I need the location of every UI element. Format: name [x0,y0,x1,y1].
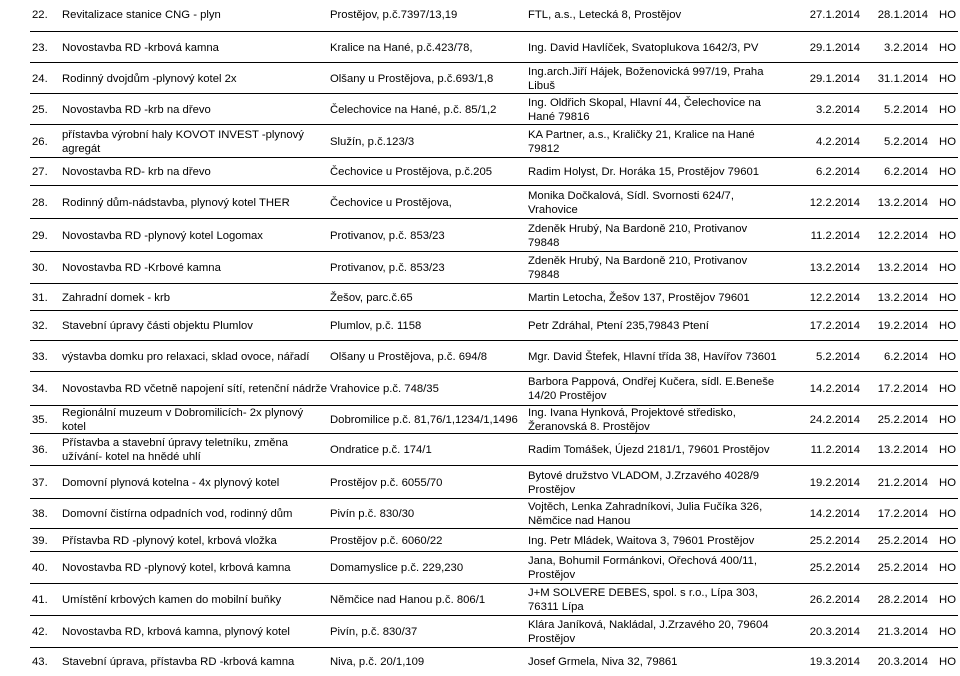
row-number [32,311,60,341]
investor-line: Barbora Pappová, Ondřej Kučera, sídl. E.Beneše [528,376,775,388]
end-date: 28.2.2014 [877,594,928,606]
investor-line: Vojtěch, Lenka Zahradníkovi, Julia Fučíka 326, [528,501,763,513]
start-date: 12.2.2014 [809,291,860,304]
row-number [32,616,60,648]
start-date: 6.2.2014 [816,166,860,178]
investor [528,616,794,648]
start-date: 17.2.2014 [809,320,860,332]
status-code: HO [939,41,956,54]
site-location: Čechovice u Prostějova, [330,196,452,209]
row-number [32,63,60,94]
end-date: 6.2.2014 [884,166,928,178]
site-location: Dobromilice p.č. 81,76/1,1234/1,1496 [330,414,518,426]
investor-line: 79848 [528,236,560,249]
site-location: Žešov, parc.č.65 [330,291,413,304]
row-number-text: 27. [32,166,48,178]
site-location: Domamyslice p.č. 229,230 [330,562,464,574]
start-date: 25.2.2014 [809,562,860,574]
status-code: HO [939,656,956,668]
row-number-text: 34. [32,383,48,395]
row-number-text: 28. [32,196,48,209]
table-row [30,340,958,372]
row-number-text: 22. [32,9,48,21]
construction-description: Umístění krbových kamen do mobilní buňky [62,594,282,606]
site-location: Služín, p.č.123/3 [330,135,415,148]
table-row [30,615,958,648]
row-number [32,406,60,434]
row-number [32,529,60,552]
status-code: HO [939,383,956,395]
investor [528,341,794,372]
end-date: 25.2.2014 [877,414,928,426]
investor [528,372,794,406]
end-date: 17.2.2014 [877,383,928,395]
site-location: Kralice na Hané, p.č.423/78, [330,41,473,54]
status-code: HO [939,562,956,574]
row-number-text: 36. [32,444,48,456]
investor-line: Hané 79816 [528,110,590,123]
table-row [30,583,958,616]
row-number [32,32,60,63]
table-row [30,31,958,63]
investor-line: 79848 [528,269,560,281]
construction-description: Přístavba a stavební úpravy teletníku, změna užívání- kotel na hnědé uhlí [62,437,289,463]
construction-description: Novostavba RD, krbová kamna, plynový kotel [62,626,290,638]
construction-description: Domovní plynová kotelna - 4x plynový kotel [62,476,280,489]
start-date: 29.1.2014 [809,41,860,54]
investor [528,158,794,186]
end-date: 13.2.2014 [877,262,928,274]
end-date: 3.2.2014 [884,41,928,54]
start-date: 11.2.2014 [810,229,860,242]
start-date: 20.3.2014 [809,626,860,638]
row-number-text: 40. [32,562,48,574]
start-date: 4.2.2014 [816,135,860,148]
investor-line: Mgr. David Štefek, Hlavní třída 38, Havířov 73601 [528,350,777,363]
investor-line: Němčice nad Hanou [528,515,631,527]
status-code: HO [939,508,956,520]
start-date: 14.2.2014 [809,383,860,395]
site-location: Olšany u Prostějova, p.č. 694/8 [330,350,487,363]
row-number-text: 41. [32,594,48,606]
site-location: Ondratice p.č. 174/1 [330,444,432,456]
investor [528,0,794,30]
start-date: 12.2.2014 [809,196,860,209]
site-location: Pivín p.č. 830/30 [330,508,415,520]
row-number [32,252,60,284]
end-date: 6.2.2014 [884,350,928,363]
investor-line: Monika Dočkalová, Sídl. Svornosti 624/7, [528,189,734,202]
table-row [30,551,958,584]
status-code: HO [939,444,956,456]
construction-description: Domovní čistírna odpadních vod, rodinný dům [62,508,293,520]
status-code: HO [939,166,956,178]
end-date: 13.2.2014 [877,291,928,304]
investor-line: Prostějov [528,633,576,645]
table-row [30,465,958,499]
row-number [32,0,60,30]
construction-description: Přístavba RD -plynový kotel, krbová vložka [62,534,277,547]
table-row [30,124,958,158]
investor [528,63,794,94]
row-number [32,158,60,186]
investor [528,552,794,584]
construction-description: Rodinný dvojdům -plynový kotel 2x [62,72,237,85]
investor [528,311,794,341]
site-location: Němčice nad Hanou p.č. 806/1 [330,594,486,606]
site-location: Protivanov, p.č. 853/23 [330,262,445,274]
end-date: 5.2.2014 [884,135,928,148]
start-date: 24.2.2014 [809,414,860,426]
start-date: 3.2.2014 [816,103,860,116]
investor [528,648,794,676]
row-number-text: 30. [32,262,48,274]
end-date: 21.2.2014 [877,476,928,489]
investor [528,529,794,552]
construction-description: Novostavba RD- krb na dřevo [62,166,211,178]
row-number [32,466,60,499]
status-code: HO [939,476,956,489]
status-code: HO [939,320,956,332]
start-date: 5.2.2014 [816,350,860,363]
investor [528,32,794,63]
investor-line: KA Partner, a.s., Kraličky 21, Kralice na Hané [528,128,755,141]
construction-description: Novostavba RD -krbová kamna [62,41,219,54]
investor [528,284,794,311]
table-row [30,185,958,219]
end-date: 12.2.2014 [877,229,928,242]
construction-description: Stavební úprava, přístavba RD -krbová kamna [62,656,295,668]
row-number [32,94,60,125]
construction-description: výstavba domku pro relaxaci, sklad ovoce, nářadí [62,350,310,363]
construction-description: Rodinný dům-nádstavba, plynový kotel THER [62,196,290,209]
status-code: HO [939,135,956,148]
row-number [32,341,60,372]
construction-description: Novostavba RD -Krbové kamna [62,262,221,274]
status-code: HO [939,291,956,304]
investor-line: 14/20 Prostějov [528,390,607,402]
table-row [30,157,958,186]
row-number [32,434,60,466]
site-location: Olšany u Prostějova, p.č.693/1,8 [330,72,494,85]
construction-description: Regionální muzeum v Dobromilicích- 2x plynový kotel [62,407,304,433]
row-number [32,584,60,616]
row-number-text: 43. [32,656,48,668]
row-number-text: 31. [32,291,48,304]
end-date: 20.3.2014 [877,656,928,668]
row-number-text: 38. [32,508,48,520]
site-location: Plumlov, p.č. 1158 [330,320,422,332]
start-date: 11.2.2014 [810,444,860,456]
investor-line: Ing. Oldřich Skopal, Hlavní 44, Čelechovice na [528,96,761,109]
investor [528,406,794,434]
investor-line: Petr Zdráhal, Ptení 235,79843 Ptení [528,320,709,332]
construction-description: Revitalizace stanice CNG - plyn [62,9,221,21]
investor-line: Libuš [528,79,556,92]
status-code: HO [939,103,956,116]
end-date: 31.1.2014 [877,72,928,85]
site-location: Čelechovice na Hané, p.č. 85/1,2 [330,103,497,116]
investor-line: Zdeněk Hrubý, Na Bardoně 210, Protivanov [528,255,748,267]
table-row [30,498,958,529]
end-date: 25.2.2014 [877,534,928,547]
row-number [32,648,60,676]
end-date: 17.2.2014 [877,508,928,520]
status-code: HO [939,72,956,85]
investor-line: Ing. Ivana Hynková, Projektové středisko, [528,407,736,419]
construction-description: Stavební úpravy části objektu Plumlov [62,320,253,332]
status-code: HO [939,196,956,209]
site-location: Vrahovice p.č. 748/35 [330,383,439,395]
site-location: Prostějov p.č. 6060/22 [330,534,443,547]
end-date: 13.2.2014 [877,196,928,209]
investor [528,186,794,219]
start-date: 27.1.2014 [809,9,860,21]
row-number-text: 23. [32,41,48,54]
table-row [30,310,958,341]
investor-line: FTL, a.s., Letecká 8, Prostějov [528,9,682,21]
investor [528,434,794,466]
investor-line: Vrahovice [528,203,578,216]
investor-line: Radim Tomášek, Újezd 2181/1, 79601 Prostějov [528,444,770,456]
investor-line: Ing. Petr Mládek, Waitova 3, 79601 Prostějov [528,534,755,547]
row-number-text: 42. [32,626,48,638]
row-number [32,186,60,219]
table-row [30,405,958,434]
table-row [30,93,958,125]
status-code: HO [939,594,956,606]
row-number [32,372,60,406]
table-row [30,0,958,30]
investor [528,466,794,499]
site-location: Niva, p.č. 20/1,109 [330,656,425,668]
construction-description: Novostavba RD -plynový kotel, krbová kamna [62,562,291,574]
table-row [30,283,958,311]
status-code: HO [939,229,956,242]
status-code: HO [939,626,956,638]
site-location: Protivanov, p.č. 853/23 [330,229,445,242]
row-number-text: 25. [32,103,48,116]
investor-line: Radim Holyst, Dr. Horáka 15, Prostějov 79601 [528,166,760,178]
construction-description: Zahradní domek - krb [62,291,170,304]
investor-line: Prostějov [528,569,576,581]
investor [528,94,794,125]
site-location: Prostějov, p.č.7397/13,19 [330,9,458,21]
start-date: 14.2.2014 [809,508,860,520]
table-row [30,218,958,252]
investor-line: Bytové družstvo VLADOM, J.Zrzavého 4028/9 [528,469,760,482]
row-number-text: 24. [32,72,48,85]
status-code: HO [939,414,956,426]
investor-line: Klára Janíková, Nakládal, J.Zrzavého 20, 79604 [528,619,769,631]
end-date: 19.2.2014 [877,320,928,332]
table-row [30,647,958,676]
investor-line: Prostějov [528,483,576,496]
table-row [30,251,958,284]
start-date: 13.2.2014 [809,262,860,274]
investor-line: Jana, Bohumil Formánkovi, Ořechová 400/11, [528,555,757,567]
investor-line: Ing. David Havlíček, Svatoplukova 1642/3, PV [528,41,759,54]
row-number-text: 39. [32,534,48,547]
end-date: 25.2.2014 [877,562,928,574]
end-date: 21.3.2014 [877,626,928,638]
investor-line: Zdeněk Hrubý, Na Bardoně 210, Protivanov [528,222,748,235]
end-date: 13.2.2014 [877,444,928,456]
row-number [32,284,60,311]
start-date: 29.1.2014 [809,72,860,85]
start-date: 25.2.2014 [809,534,860,547]
row-number-text: 26. [32,135,48,148]
row-number [32,499,60,529]
row-number-text: 33. [32,350,48,363]
end-date: 5.2.2014 [884,103,928,116]
site-location: Čechovice u Prostějova, p.č.205 [330,166,493,178]
status-code: HO [939,262,956,274]
construction-description: přístavba výrobní haly KOVOT INVEST -plynový agregát [62,128,304,155]
table-row [30,371,958,406]
investor-line: 76311 Lípa [528,601,584,613]
investor [528,125,794,158]
start-date: 19.3.2014 [809,656,860,668]
row-number-text: 29. [32,229,48,242]
construction-description: Novostavba RD -plynový kotel Logomax [62,229,263,242]
table-row [30,433,958,466]
investor-line: J+M SOLVERE DEBES, spol. s r.o., Lípa 303, [528,587,758,599]
investor-line: Josef Grmela, Niva 32, 79861 [528,656,678,668]
start-date: 19.2.2014 [809,476,860,489]
row-number-text: 35. [32,414,48,426]
investor [528,584,794,616]
construction-description: Novostavba RD včetně napojení sítí, retenční nádrže [62,383,327,395]
row-number [32,219,60,252]
status-code: HO [939,534,956,547]
construction-description: Novostavba RD -krb na dřevo [62,103,211,116]
investor-line: Martin Letocha, Žešov 137, Prostějov 79601 [528,291,750,304]
status-code: HO [939,9,956,21]
investor-line: Žeranovská 8. Prostějov [528,421,650,433]
investor-line: Ing.arch.Jiří Hájek, Boženovická 997/19, Praha [528,65,764,78]
row-number-text: 32. [32,320,48,332]
table-row [30,528,958,552]
investor [528,499,794,529]
row-number [32,125,60,158]
table-row [30,62,958,94]
investor-line: 79812 [528,142,560,155]
site-location: Pivín, p.č. 830/37 [330,626,418,638]
end-date: 28.1.2014 [877,9,928,21]
investor [528,219,794,252]
start-date: 26.2.2014 [809,594,860,606]
row-number [32,552,60,584]
site-location: Prostějov p.č. 6055/70 [330,476,443,489]
row-number-text: 37. [32,476,48,489]
status-code: HO [939,350,956,363]
investor [528,252,794,284]
